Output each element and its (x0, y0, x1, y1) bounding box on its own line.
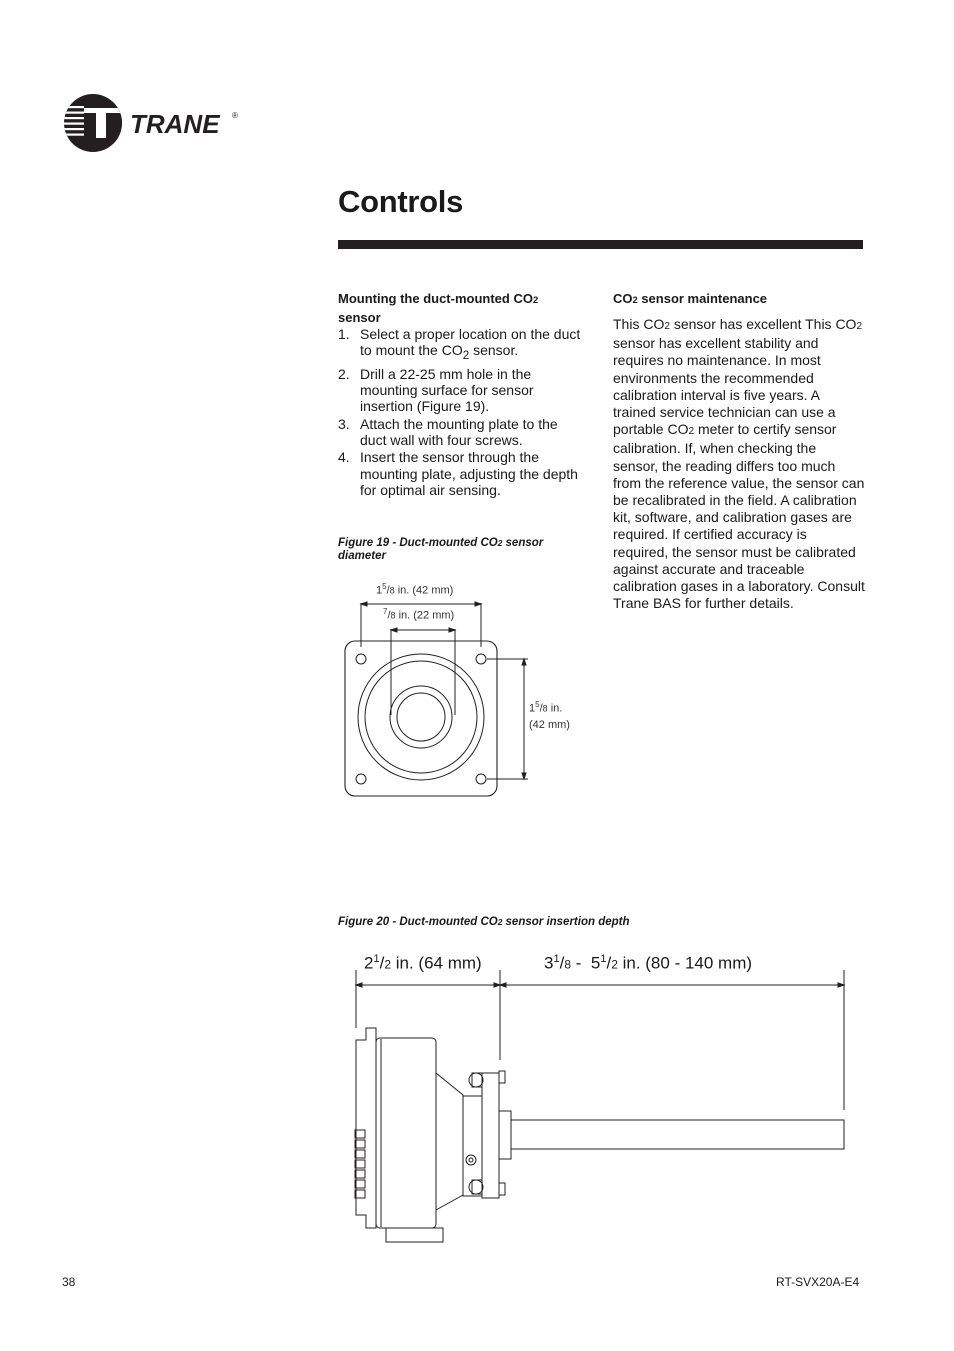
figure20-caption: Figure 20 - Duct-mounted CO2 sensor insertion depth (338, 916, 630, 928)
figure19-drawing (340, 595, 540, 805)
fig20-dim-a: $2^1/2$ in. (64 mm) (364, 953, 482, 973)
figure19-caption: Figure 19 - Duct-mounted CO2 sensor diameter (338, 537, 544, 562)
trane-logo-mark (62, 92, 242, 154)
mounting-section (338, 290, 588, 499)
trane-logo (62, 92, 242, 154)
figure20-drawing (345, 965, 855, 1250)
mounting-steps (338, 326, 588, 498)
fig19-dim-inner: $^7$/8 in. (22 mm) (383, 607, 455, 622)
maintenance-heading: CO2 sensor maintenance (613, 291, 768, 306)
document-code: RT-SVX20A-E4 (776, 1275, 860, 1289)
page-title: Controls (338, 184, 464, 219)
brand-name: TRANE (130, 109, 220, 139)
fig19-dim-side: $1^5/8$ in. (42 mm) (529, 700, 570, 731)
list-item: 1. Select a proper location on the duct to mount the $CO_2$ sensor. (338, 326, 581, 362)
list-item: 2. Drill a 22-25 mm hole in the mounting surface for sensor insertion (Figure 19). (338, 365, 534, 414)
list-item: 4. Insert the sensor through the mounting plate, adjusting the depth for optimal air sensing. (338, 449, 578, 498)
registered-mark: ® (232, 111, 238, 120)
title-rule (338, 240, 863, 249)
fig19-dim-outer: $1^5/8$ in. (42 mm) (376, 582, 454, 597)
page-number: 38 (62, 1275, 76, 1289)
list-item: 3. Attach the mounting plate to the duct wall with four screws. (338, 415, 558, 448)
maintenance-paragraph: This CO2 sensor has excellent This CO2 sensor has excellent stability and requires no maintenance. In most environments the recommended calibration interval is five years. A trained service technician can use a portable CO2 meter to certify sensor calibration. If, when checking the sensor, the reading differs too much from the reference value, the sensor can be recalibrated in the field. A calibration kit, software, and calibration gases are required. If certified accuracy is required, the sensor must be calibrated against accurate and traceable calibration gases in a laboratory. Consult Trane BAS for further details. (613, 316, 865, 612)
fig20-dim-b: $3^1/8 - 5^1/2$ in. (80 - 140 mm) (544, 953, 753, 973)
maintenance-section (613, 290, 865, 612)
mounting-heading: Mounting the duct-mounted CO2 sensor (338, 291, 539, 325)
